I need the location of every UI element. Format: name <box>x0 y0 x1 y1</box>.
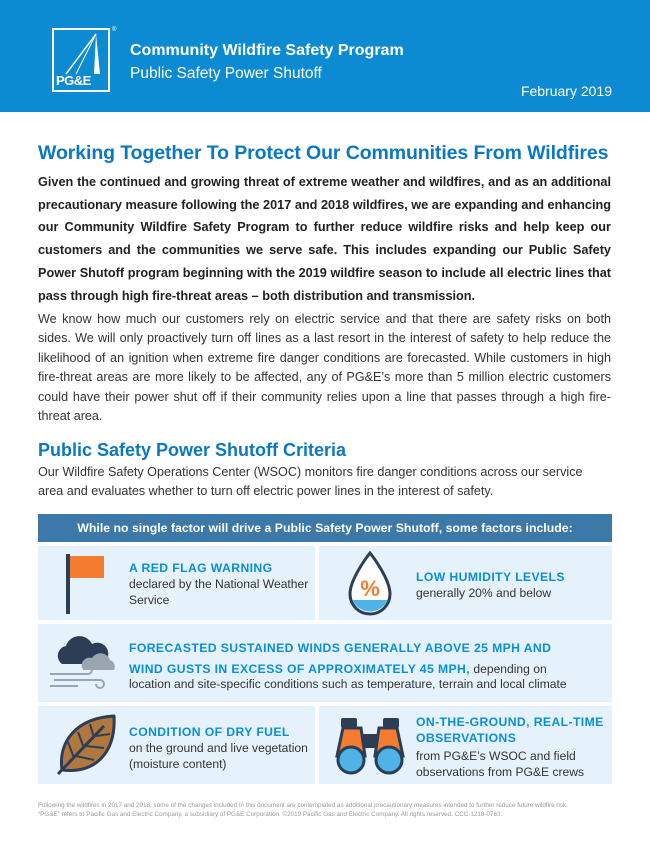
factor-observations <box>319 706 612 784</box>
page-heading: Working Together To Protect Our Communities From Wildfires <box>38 142 609 164</box>
red-flag-icon <box>60 552 110 616</box>
factor-winds <box>38 624 612 702</box>
factor-red-flag <box>38 546 315 620</box>
registered-mark: ® <box>112 27 117 33</box>
publication-date: February 2019 <box>520 83 612 99</box>
criteria-heading: Public Safety Power Shutoff Criteria <box>38 440 347 460</box>
factor-desc-inline: depending on <box>470 662 547 676</box>
footer-line-2: “PG&E” refers to Pacific Gas and Electric Company, a subsidiary of PG&E Corporation. ©2019 Pacific Gas and Electric Company. All rights reserved. CCC-1218-0763. <box>38 810 503 818</box>
factor-title: ON-THE-GROUND, REAL-TIME OBSERVATIONS <box>416 715 604 745</box>
svg-text:%: % <box>360 576 380 601</box>
factor-desc: on the ground and live vegetation (moisture content) <box>129 741 308 771</box>
footer-disclaimer <box>38 802 628 819</box>
factors-header: While no single factor will drive a Public Safety Power Shutoff, some factors include: <box>38 514 612 542</box>
factor-title: A RED FLAG WARNING <box>129 561 273 575</box>
factor-title-line1: FORECASTED SUSTAINED WINDS GENERALLY ABOVE 25 MPH AND <box>129 641 552 655</box>
intro-paragraph: Given the continued and growing threat of extreme weather and wildfires, and as an additional precautionary measure following the 2017 and 2018 wildfires, we are expanding and enhancing our Community Wildfire Safety Program to further reduce wildfire risks and help keep our customers and the communities we serve safe. This includes expanding our Public Safety Power Shutoff program beginning with the 2019 wildfire season to include all electric lines that pass through high fire-threat areas – both distribution and transmission. <box>38 175 611 303</box>
factor-humidity <box>319 546 612 620</box>
factor-title-line2-row <box>129 658 547 677</box>
page-header <box>0 0 650 112</box>
factor-title: CONDITION OF DRY FUEL <box>129 725 290 739</box>
binoculars-icon <box>333 716 407 776</box>
program-subtitle: Public Safety Power Shutoff <box>130 65 322 82</box>
footer-line-1: Following the wildfires in 2017 and 2018, some of the changes included in this document are contemplated as additional precautionary measures intended to further reduce future wildfire risk. <box>38 802 568 809</box>
factor-title-line2: WIND GUSTS IN EXCESS OF APPROXIMATELY 45 MPH, <box>129 662 471 676</box>
factor-desc: location and site-specific conditions such as temperature, terrain and local climate <box>129 677 567 691</box>
factor-desc: declared by the National Weather Service <box>129 577 309 607</box>
wind-cloud-icon <box>48 634 120 690</box>
criteria-text: Our Wildfire Safety Operations Center (WSOC) monitors fire danger conditions across our service area and evaluates whether to turn off electric power lines in the interest of safety. <box>38 465 583 498</box>
factor-desc: generally 20% and below <box>416 586 552 600</box>
logo-text: PG&E <box>56 73 91 88</box>
body-paragraph: We know how much our customers rely on electric service and that there are safety risks on both sides. We will only proactively turn off lines as a last resort in the interest of safety to help reduce the likelihood of an ignition when extreme fire danger conditions are forecasted. While customers in high fire-threat areas are more likely to be affected, any of PG&E’s more than 5 million electric customers could have their power shut off if their community relies upon a line that passes through a high fire-threat area. <box>38 312 611 424</box>
program-title: Community Wildfire Safety Program <box>130 42 404 59</box>
factor-desc: from PG&E’s WSOC and field observations from PG&E crews <box>416 749 585 779</box>
factor-dry-fuel <box>38 706 315 784</box>
humidity-drop-icon <box>345 550 395 616</box>
dry-leaf-icon <box>54 712 122 778</box>
pge-logo <box>52 28 110 92</box>
factor-title: LOW HUMIDITY LEVELS <box>416 570 565 584</box>
